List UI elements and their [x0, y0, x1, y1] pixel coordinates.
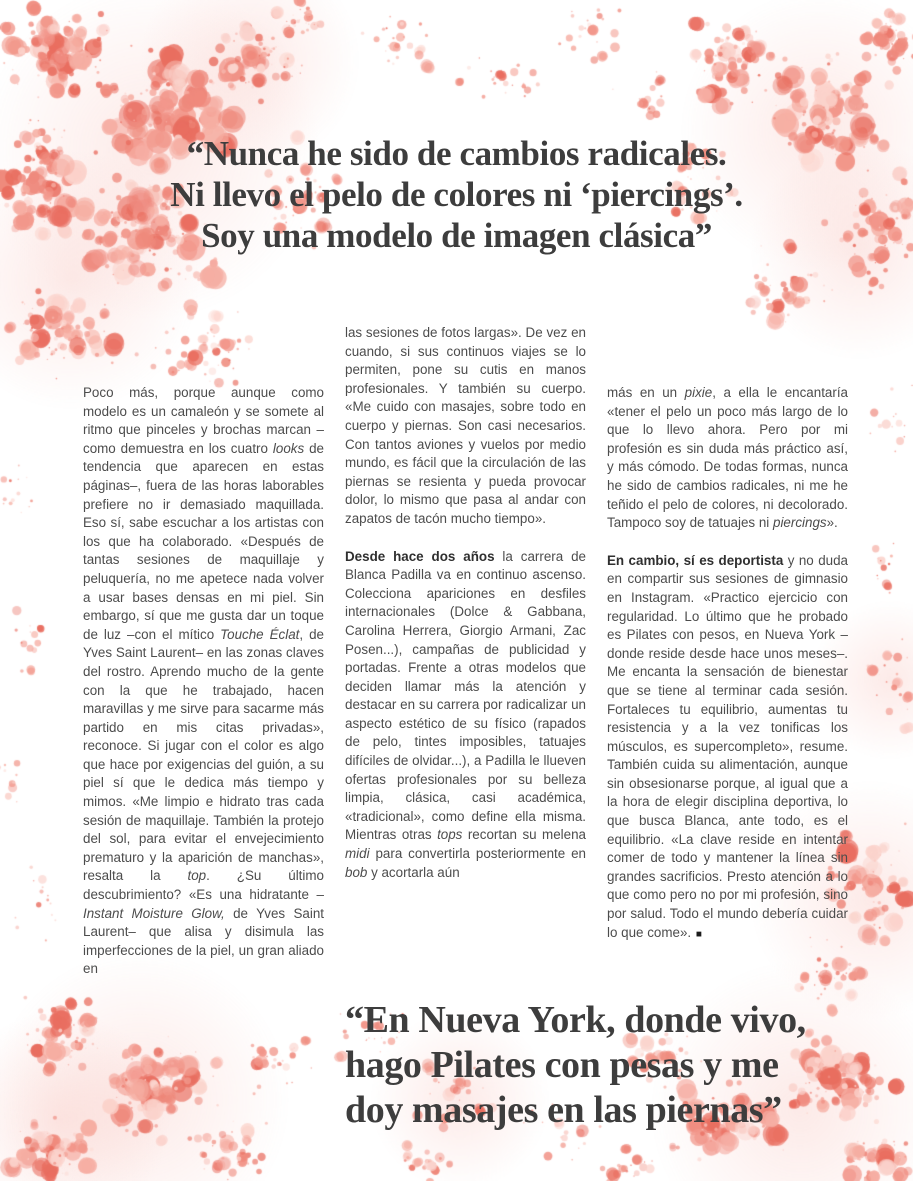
text-segment: bob — [345, 864, 368, 880]
article-column-2 — [345, 324, 586, 882]
bottom-pull-quote-line: doy masajes en las piernas” — [345, 1089, 782, 1131]
text-segment: piercings — [773, 515, 827, 531]
bottom-pull-quote-line: “En Nueva York, donde vivo, — [345, 999, 806, 1041]
text-segment: En cambio, sí es deportista — [607, 552, 784, 568]
text-segment: y no duda en compartir sus sesiones de gimnasio en Instagram. «Practico ejercicio con regularidad. Lo último que he probado es Pilates con pesos, en Nueva York –donde reside desde hace unos meses–. Me encanta la sensación de bienestar que se tiene al terminar cada sesión. Fortaleces tu equilibrio, aumentas tu resistencia y a la vez tonificas los músculos, es supercompleto», resume. También cuida su alimentación, aunque sin obsesionarse porque, al igual que a la hora de elegir disciplina deportiva, lo que busca Blanca, ante todo, es el equilibrio. «La clave reside en intentar comer de todo y mantener la línea sin grandes sacrificios. Presto atención a lo que como pero no por mi profesión, sino por salud. Todo el mundo debería cuidar lo que come». — [607, 552, 848, 940]
text-segment: top — [187, 868, 207, 884]
text-segment: para convertirla posteriormente en — [369, 846, 586, 862]
text-segment: looks — [272, 440, 305, 456]
text-segment: y acortarla aún — [367, 864, 460, 880]
text-segment: Instant Moisture Glow, — [83, 905, 225, 921]
bottom-pull-quote-line: hago Pilates con pesas y me — [345, 1044, 779, 1086]
article-end-mark: ■ — [691, 928, 704, 940]
text-segment: , a ella le encantaría «tener el pelo un poco más largo de lo que lo llevo ahora. Pero por mi profesión es sin duda más práctico así, y más cómodo. De todas formas, nunca he sido de cambios radicales, ni me he teñido el pelo de colores, ni decolorado. Tampoco soy de tatuajes ni — [607, 385, 848, 531]
text-segment: Touche Éclat — [220, 626, 300, 642]
text-segment: . ¿Su último descubrimiento? «Es una hidratante – — [83, 868, 324, 903]
paragraph — [345, 548, 586, 883]
text-segment: tops — [437, 827, 463, 843]
article-column-1 — [83, 384, 324, 979]
text-segment: más en un — [607, 385, 685, 400]
top-pull-quote-line: Ni llevo el pelo de colores ni ‘piercings’. — [170, 175, 743, 214]
text-segment: midi — [345, 846, 370, 862]
top-pull-quote-line: Soy una modelo de imagen clásica” — [201, 216, 712, 255]
paragraph — [83, 384, 324, 979]
text-segment: la carrera de Blanca Padilla va en continuo ascenso. Colecciona apariciones en desfiles internacionales (Dolce & Gabbana, Carolina Herrera, Giorgio Armani, Zac Posen...), campañas de publicidad y portadas. Frente a otras modelos que deciden llamar más la atención y destacar en su carrera por radicalizar un aspecto estético de su físico (rapados de pelo, tintes imposibles, tatuajes difíciles de olvidar...), a Padilla le llueven ofertas profesionales por su belleza limpia, clásica, casi académica, «tradicional», como define ella misma. Mientras otras — [345, 548, 586, 843]
text-segment: recortan su melena — [462, 827, 586, 843]
text-segment: de tendencia que aparecen en estas páginas–, fuera de las horas laborables prefiere no ir demasiado maquillada. Eso sí, sabe escuchar a los artistas con los que ha colaborado. «Después de tantas sesiones de maquillaje y peluquería, no me apetece nada volver a usar bases densas en mi piel. Sin embargo, sí que me gusta dar un toque de luz –con el mítico — [83, 440, 324, 642]
text-segment: , de Yves Saint Laurent– en las zonas claves del rostro. Aprendo mucho de la gente con la que he trabajado, hacen maravillas y me sirve para sacarme más partido en mis citas privadas», reconoce. Si jugar con el color es algo que hace por exigencias del guión, a su piel sí que le dedica más tiempo y mimos. «Me limpio e hidrato tras cada sesión de maquillaje. También la protejo del sol, para evitar el envejecimiento prematuro y la aparición de manchas», resalta la — [83, 626, 324, 884]
top-pull-quote — [0, 133, 913, 256]
text-segment: ». — [826, 515, 838, 531]
text-segment: Desde hace dos años — [345, 548, 495, 564]
text-segment: de Yves Saint Laurent– que alisa y disimula las imperfecciones de la piel, un gran aliado en — [83, 905, 324, 977]
text-segment: Poco más, porque aunque como modelo es un camaleón y se somete al ritmo que pinceles y brochas marcan –como demuestra en los cuatro — [83, 385, 324, 456]
paragraph — [607, 552, 848, 944]
paragraph — [345, 324, 586, 529]
text-segment: pixie — [684, 385, 713, 400]
article-column-3 — [607, 384, 848, 944]
bottom-pull-quote — [345, 998, 905, 1133]
top-pull-quote-line: “Nunca he sido de cambios radicales. — [186, 134, 727, 173]
paragraph — [607, 384, 848, 533]
text-segment: las sesiones de fotos largas». De vez en cuando, si sus continuos viajes se lo permiten, pone su cutis en manos profesionales. Y también su cuerpo. «Me cuido con masajes, sobre todo en cuerpo y piernas. Son casi necesarios. Con tantos aviones y vuelos por medio mundo, es fácil que la circulación de las piernas se resienta y pueda provocar dolor, lo mismo que pasa al andar con zapatos de tacón mucho tiempo». — [345, 325, 586, 526]
